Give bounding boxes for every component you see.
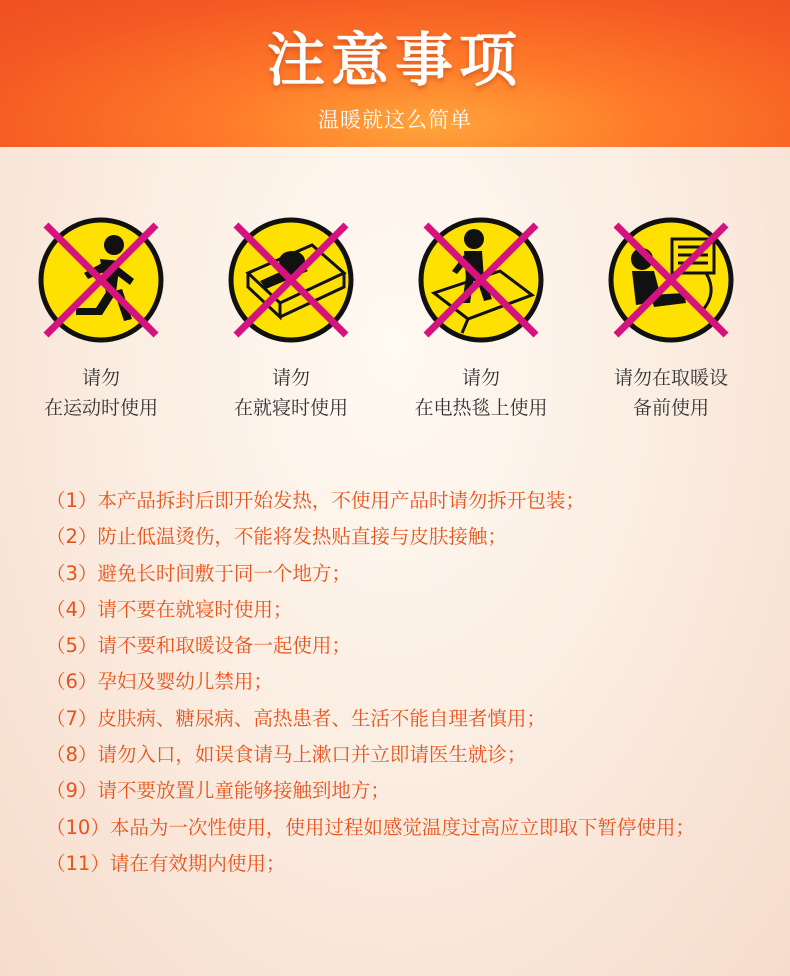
heater-prohibited-icon bbox=[606, 215, 736, 345]
warning-signs bbox=[0, 215, 790, 435]
warning-sign-running bbox=[6, 215, 196, 423]
warning-sign-heater bbox=[576, 215, 766, 423]
precautions-list bbox=[46, 483, 776, 882]
sign-caption-line2: 在运动时使用 bbox=[43, 397, 158, 419]
running-person-prohibited-icon bbox=[36, 215, 166, 345]
page-title: 注意事项 bbox=[266, 26, 523, 94]
sign-caption-line1: 请勿 bbox=[461, 367, 500, 389]
header-banner bbox=[0, 0, 790, 147]
precaution-item: （5）请不要和取暖设备一起使用； bbox=[46, 634, 351, 658]
sign-caption-line2: 备前使用 bbox=[632, 397, 709, 419]
sign-caption-line1: 请勿 bbox=[271, 367, 310, 389]
sign-caption-line2: 在就寝时使用 bbox=[233, 397, 348, 419]
electric-blanket-prohibited-icon bbox=[416, 215, 546, 345]
precaution-item: （7）皮肤病、糖尿病、高热患者、生活不能自理者慎用； bbox=[46, 706, 546, 730]
precaution-item: （2）防止低温烫伤，不能将发热贴直接与皮肤接触； bbox=[46, 525, 507, 549]
precaution-item: （10）本品为一次性使用，使用过程如感觉温度过高应立即取下暂停使用； bbox=[46, 815, 695, 839]
precaution-item: （1）本产品拆封后即开始发热，不使用产品时请勿拆开包装； bbox=[46, 489, 585, 512]
sign-caption-line2: 在电热毯上使用 bbox=[414, 397, 548, 419]
precaution-item: （6）孕妇及婴幼儿禁用； bbox=[46, 670, 273, 694]
precaution-item: （3）避免长时间敷于同一个地方； bbox=[46, 561, 351, 585]
warning-sign-electric-blanket bbox=[386, 215, 576, 423]
page-subtitle: 温暖就这么简单 bbox=[318, 108, 472, 132]
precaution-item: （4）请不要在就寝时使用； bbox=[46, 597, 293, 621]
precaution-item: （8）请勿入口，如误食请马上漱口并立即请医生就诊； bbox=[46, 743, 527, 767]
precaution-item: （9）请不要放置儿童能够接触到地方； bbox=[46, 779, 390, 803]
precaution-item: （11）请在有效期内使用； bbox=[46, 851, 286, 875]
sign-caption-line1: 请勿 bbox=[81, 367, 120, 389]
sign-caption-line1: 请勿在取暖设 bbox=[613, 367, 728, 389]
sleeping-person-prohibited-icon bbox=[226, 215, 356, 345]
warning-sign-sleeping bbox=[196, 215, 386, 423]
